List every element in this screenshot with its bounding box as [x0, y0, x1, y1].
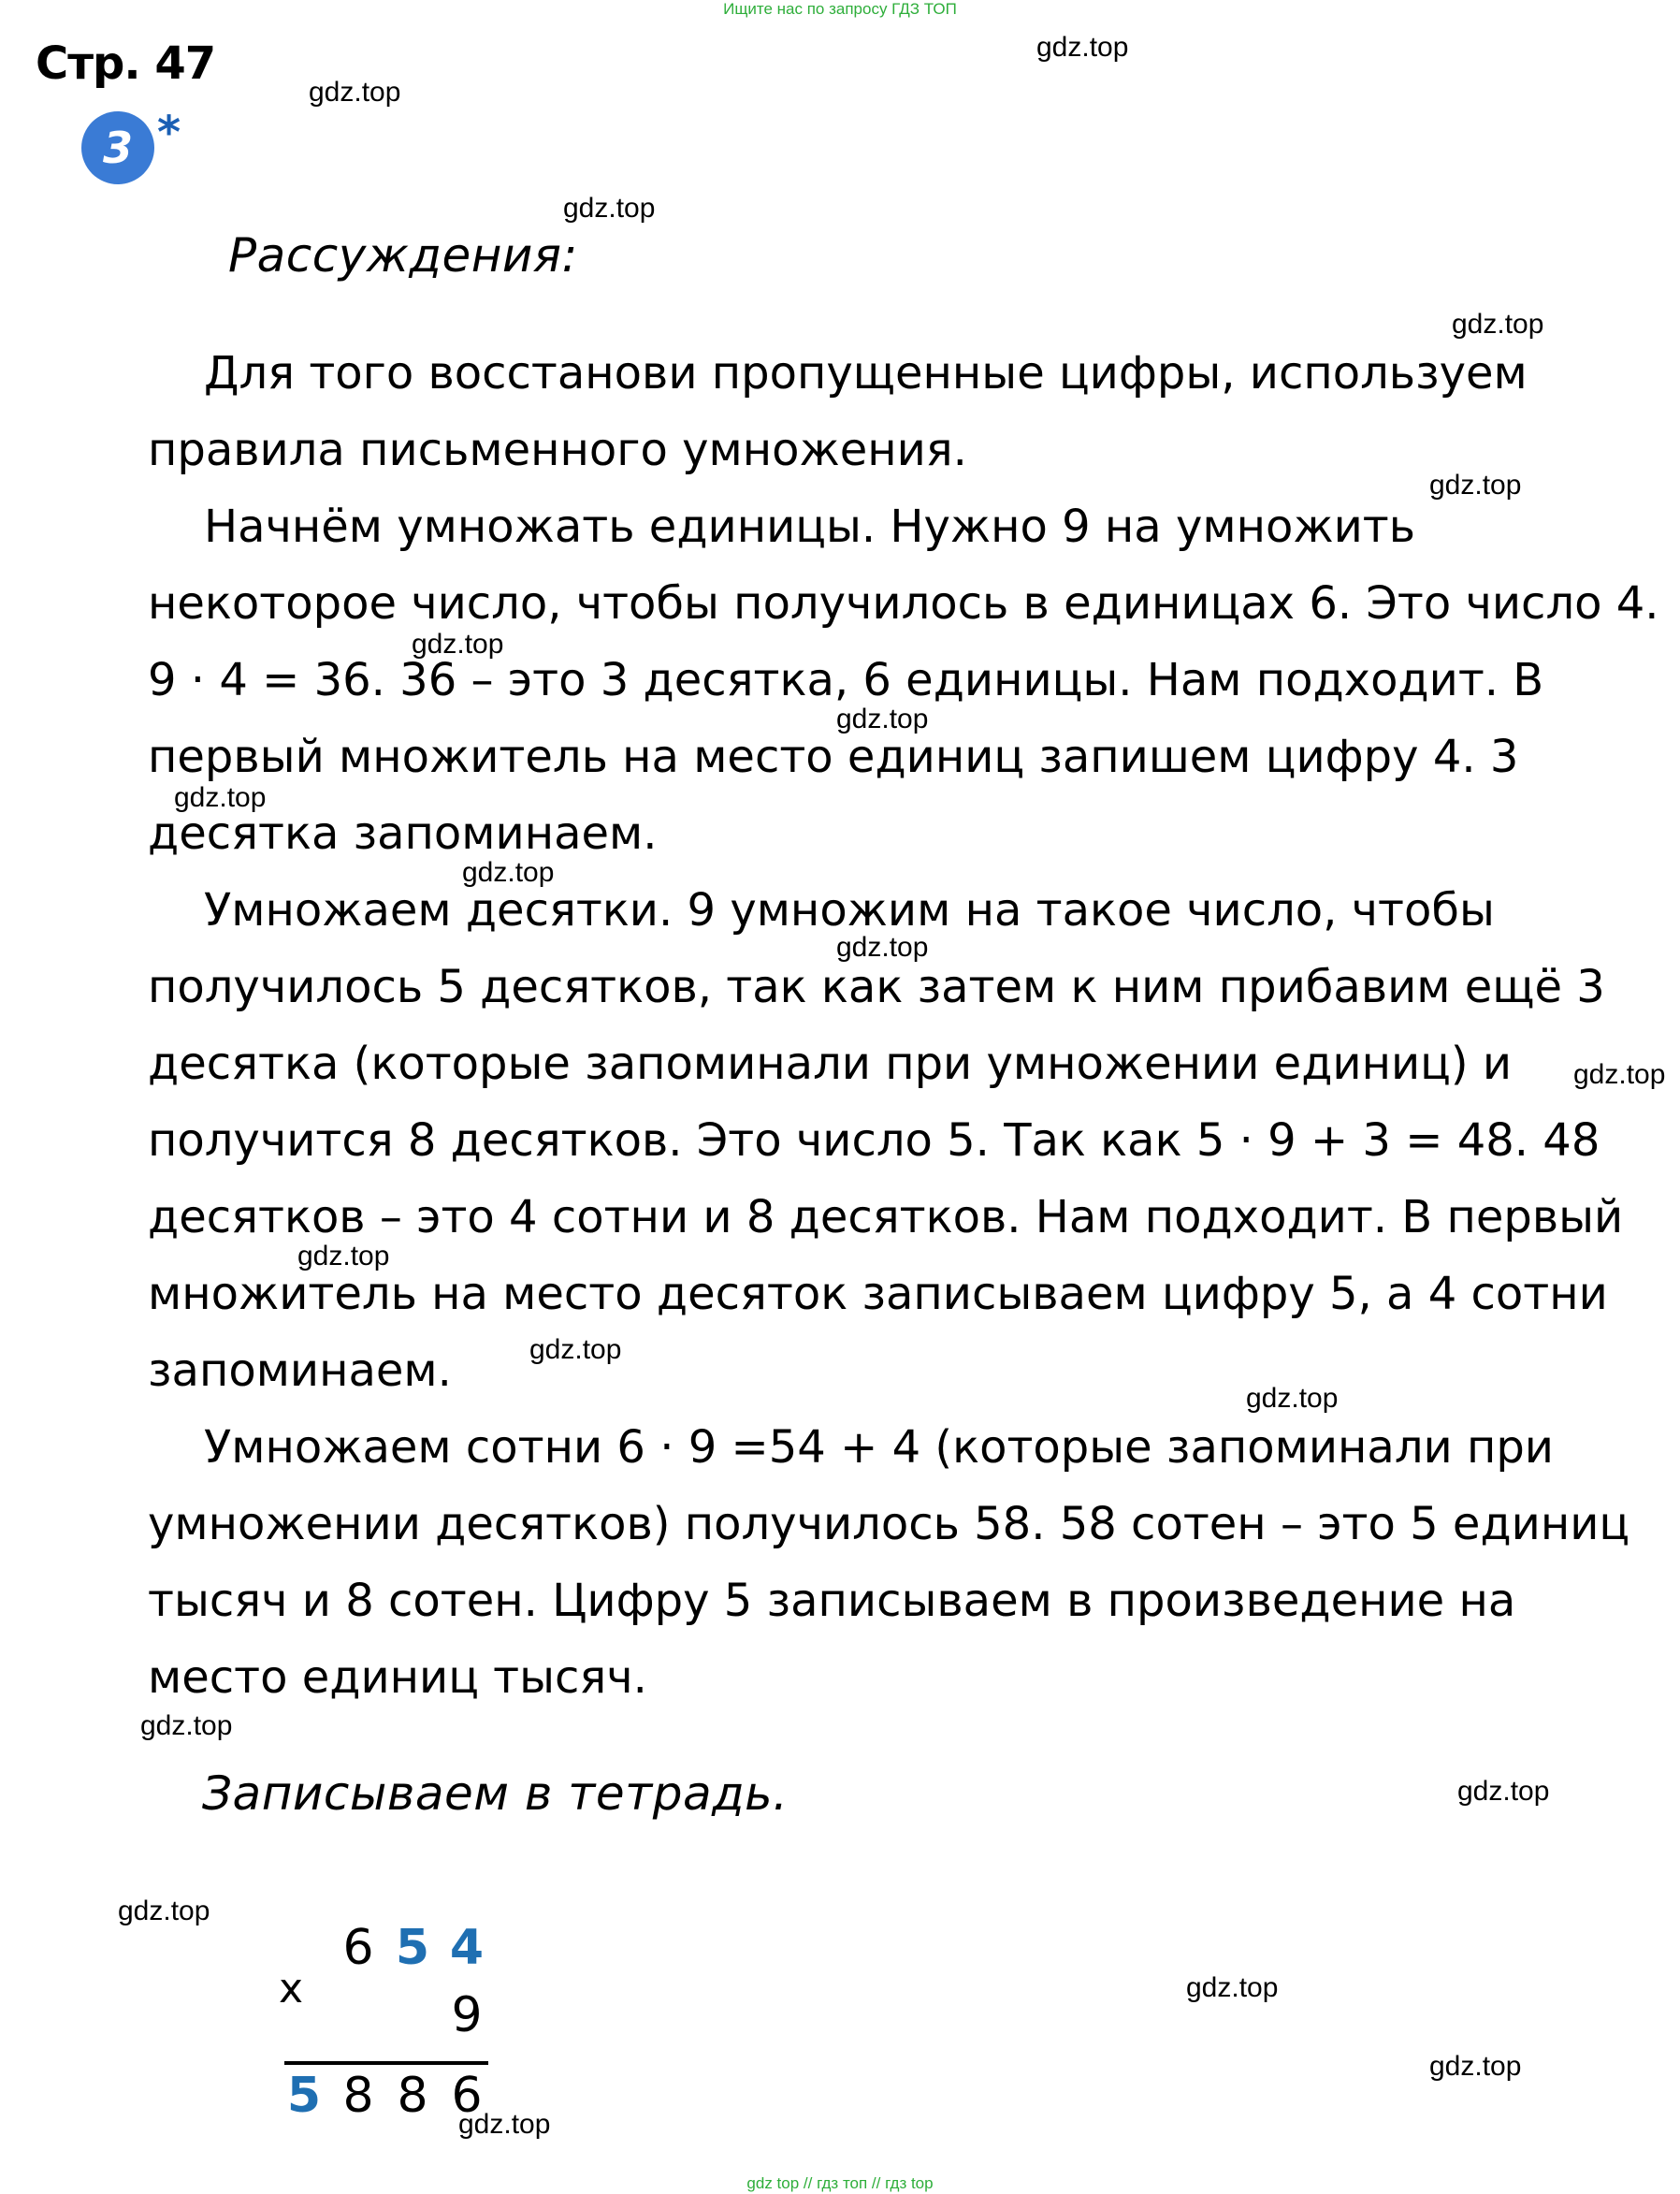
watermark: gdz.top	[836, 932, 929, 963]
reasoning-heading: Рассуждения:	[228, 228, 578, 283]
multiply-sign: x	[279, 1965, 304, 2012]
watermark: gdz.top	[1452, 309, 1544, 340]
task-number-badge: 3	[81, 111, 154, 184]
paragraph-hundreds: Умножаем сотни 6 · 9 =54 + 4 (которые запоминали при умножении десятков) получилось 58. 58 сотен – это 5 единиц тысяч и 8 сотен. Цифру 5 записываем в произведение на место единиц тысяч.	[148, 1421, 1630, 1704]
multiplier-digit: 9	[451, 1987, 483, 2043]
paragraph-tens: Умножаем десятки. 9 умножим на такое число, чтобы получилось 5 десятков, так как затем к ним прибавим ещё 3 десятка (которые запоминали при умножении единиц) и получится 8 десятков. Это число 5. Так как 5 · 9 + 3 = 48. 48 десятков – это 4 сотни и 8 десятков. Нам подходит. В первый множитель на место десяток записываем цифру 5, а 4 сотни запоминаем.	[148, 884, 1624, 1397]
paragraph-units: Начнём умножать единицы. Нужно 9 на умножить некоторое число, чтобы получилось в единицах 6. Это число 4. 9 · 4 = 36. 36 – это 3 десятка, 6 единицы. Нам подходит. В первый множитель на место единиц запишем цифру 4. 3 десятка запоминаем.	[148, 501, 1659, 860]
watermark: gdz.top	[309, 77, 401, 108]
watermark: gdz.top	[1457, 1776, 1550, 1807]
watermark: gdz.top	[458, 2109, 551, 2140]
watermark: gdz.top	[1186, 1972, 1279, 2003]
top-banner: Ищите нас по запросу ГДЗ ТОП	[723, 0, 957, 18]
watermark: gdz.top	[412, 629, 504, 660]
product-hundreds-digit: 8	[342, 2068, 374, 2124]
multiplicand-units-digit: 4	[449, 1920, 485, 1976]
result-line	[284, 2061, 488, 2065]
watermark: gdz.top	[297, 1241, 390, 1271]
watermark: gdz.top	[529, 1334, 622, 1365]
watermark: gdz.top	[1246, 1383, 1339, 1414]
product-thousands-digit: 5	[286, 2068, 322, 2124]
watermark: gdz.top	[174, 782, 267, 813]
watermark: gdz.top	[462, 857, 555, 888]
multiplicand-hundreds-digit: 6	[342, 1920, 374, 1976]
watermark: gdz.top	[1429, 470, 1522, 501]
watermark: gdz.top	[118, 1896, 210, 1926]
watermark: gdz.top	[1573, 1059, 1666, 1090]
task-star-icon: *	[157, 107, 181, 159]
watermark: gdz.top	[563, 193, 656, 224]
watermark: gdz.top	[1429, 2051, 1522, 2082]
watermark: gdz.top	[836, 704, 929, 734]
watermark: gdz.top	[140, 1710, 233, 1741]
page-title: Стр. 47	[36, 37, 216, 90]
paragraph-intro: Для того восстанови пропущенные цифры, используем правила письменного умножения.	[148, 347, 1528, 476]
write-heading: Записываем в тетрадь.	[202, 1766, 789, 1821]
multiplicand-tens-digit: 5	[395, 1920, 430, 1976]
product-units-digit: 6	[451, 2068, 483, 2124]
watermark: gdz.top	[1036, 32, 1129, 63]
footer-note: gdz top // гдз топ // гдз top	[746, 2174, 934, 2192]
product-tens-digit: 8	[397, 2068, 428, 2124]
